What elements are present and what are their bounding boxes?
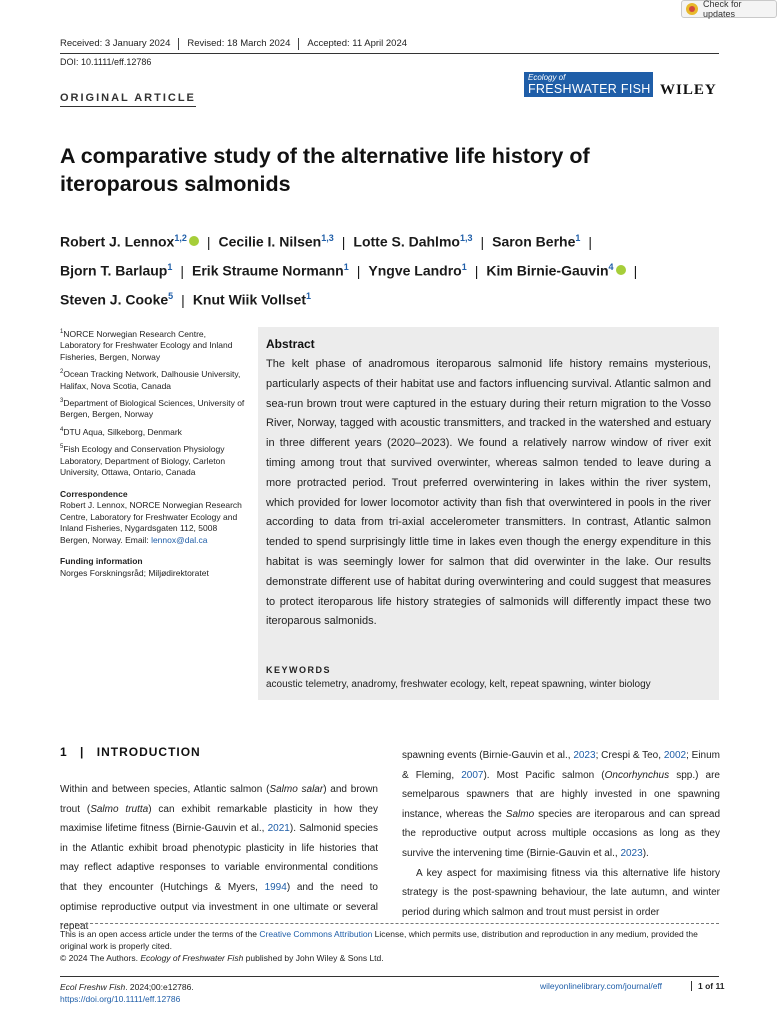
text-run: ) can exhibit remarkable plasticity in how they maximise lifetime fitness (Birnie-Gauvin et al.,	[60, 803, 378, 835]
affiliation-number: 1	[60, 329, 64, 335]
affiliation-text: Ocean Tracking Network, Dalhousie University, Halifax, Nova Scotia, Canada	[60, 369, 241, 391]
author-separator: |	[180, 262, 185, 279]
check-for-updates-button[interactable]	[681, 0, 777, 18]
affiliation-number: 3	[60, 398, 64, 405]
citation-link[interactable]: 2023	[620, 847, 643, 859]
author-separator: |	[356, 262, 361, 279]
copyright-journal: Ecology of Freshwater Fish	[140, 953, 244, 963]
affiliation-number: 2	[60, 369, 64, 376]
received-date: Received: 3 January 2024	[60, 38, 179, 50]
journal-logo-big: FRESHWATER FISH	[528, 82, 651, 96]
author-affiliation-number: 1	[575, 233, 581, 243]
section-label: ORIGINAL ARTICLE	[60, 92, 196, 107]
author-affiliation-number: 4	[608, 262, 614, 273]
intro-right-column	[402, 746, 720, 922]
keywords-text: acoustic telemetry, anadromy, freshwater ecology, kelt, repeat spawning, winter biology	[266, 679, 651, 690]
author-name: Cecilie I. Nilsen	[218, 233, 322, 250]
email-link[interactable]: lennox@dal.ca	[151, 534, 208, 545]
text-run: A key aspect for maximising fitness via this alternative life history strategy is the post-spawning behaviour, the late autumn, and winter period during which salmon and trout must persist in order	[402, 867, 720, 918]
intro-paragraph-2	[402, 864, 720, 923]
affiliation	[60, 367, 245, 392]
affiliation	[60, 396, 245, 421]
author-name: Kim Birnie-Gauvin	[486, 262, 609, 279]
article-dates	[60, 38, 415, 50]
cite-journal: Ecol Freshw Fish	[60, 982, 126, 992]
affiliation	[60, 442, 245, 478]
footnote-rule	[60, 923, 719, 924]
text-run: species are iteroparous and can spread the reproductive output across multiple occasions as long as they survive the intervening time (Birnie-Gauvin et al.,	[402, 808, 720, 859]
abstract-heading: Abstract	[266, 337, 315, 351]
author-affiliation-number: 1,3	[321, 233, 334, 243]
funding-text: Norges Forskningsråd; Miljødirektoratet	[60, 567, 209, 578]
citation-link[interactable]: 2021	[267, 823, 290, 835]
affiliation-text: NORCE Norwegian Research Centre, Laboratory for Freshwater Ecology and Inland Fisheries, Bergen, Norway	[60, 328, 233, 362]
check-for-updates-label: Check for updates	[703, 0, 742, 19]
email-label: Email:	[125, 534, 149, 545]
publisher-logo: WILEY	[660, 82, 717, 98]
citation	[60, 981, 194, 1005]
author-list	[60, 226, 730, 313]
affiliation	[60, 327, 245, 363]
affiliation-number: 5	[60, 444, 64, 451]
orcid-icon[interactable]	[616, 265, 626, 275]
italic-term: Salmo salar	[269, 784, 324, 795]
license-text-pre: This is an open access article under the terms of the	[60, 929, 260, 939]
text-run: ; Crespi & Teo,	[595, 750, 664, 761]
author-name: Bjorn T. Barlaup	[60, 262, 168, 279]
author-separator: |	[206, 233, 211, 250]
author-name: Erik Straume Normann	[192, 262, 344, 279]
section-title: INTRODUCTION	[96, 745, 201, 759]
page-number: 1 of 11	[691, 981, 724, 991]
text-run: ). Most Pacific salmon (	[483, 769, 605, 781]
author-affiliation-number: 5	[168, 291, 174, 302]
author-separator: |	[633, 262, 638, 279]
author-name: Lotte S. Dahlmo	[353, 233, 460, 250]
introduction-heading: 1 | INTRODUCTION	[60, 745, 201, 759]
italic-term: Salmo	[505, 808, 535, 820]
journal-logo-small: Ecology of	[528, 73, 566, 82]
article-title: A comparative study of the alternative life history of iteroparous salmonids	[60, 144, 590, 196]
citation-link[interactable]: 1994	[264, 881, 287, 893]
text-run: ) and the need to optimise reproductive output via investment in one ultimate or several repeat	[60, 881, 378, 933]
text-run: Within and between species, Atlantic salmon (	[60, 784, 270, 795]
cite-doi-link[interactable]: https://doi.org/10.1111/eff.12786	[60, 994, 181, 1004]
text-run: ; Einum & Fleming,	[402, 750, 720, 781]
intro-paragraph-1	[60, 780, 378, 937]
correspondence-heading: Correspondence	[60, 488, 128, 499]
italic-term: Oncorhynchus	[604, 769, 670, 781]
author-name: Knut Wiik Vollset	[192, 291, 306, 308]
author-separator: |	[480, 233, 485, 250]
cc-license-link[interactable]: Creative Commons Attribution	[259, 929, 373, 939]
citation-link[interactable]: 2007	[461, 769, 484, 781]
affiliation-text: Fish Ecology and Conservation Physiology Laboratory, Department of Biology, Carleton University, Ottawa, Ontario, Canada	[60, 444, 226, 478]
section-number: 1	[60, 745, 68, 759]
revised-date: Revised: 18 March 2024	[179, 38, 299, 50]
journal-site-link[interactable]: wileyonlinelibrary.com/journal/eff	[540, 981, 663, 991]
text-run: ) and brown trout (	[60, 784, 378, 815]
accepted-date: Accepted: 11 April 2024	[307, 38, 408, 49]
author-name: Yngve Landro	[368, 262, 462, 279]
correspondence-address: Robert J. Lennox, NORCE Norwegian Research Centre, Laboratory for Freshwater Ecology and Inland Fisheries, Nygardsgaten 112, 5008 Bergen, Norway.	[60, 500, 242, 545]
author-affiliation-number: 1	[461, 262, 467, 273]
author-name: Steven J. Cooke	[60, 291, 169, 308]
funding-heading: Funding information	[60, 556, 143, 567]
crossmark-icon	[686, 3, 698, 15]
cite-details: . 2024;00:e12786.	[125, 982, 194, 992]
affiliation	[60, 425, 245, 438]
abstract-text: The kelt phase of anadromous iteroparous salmonid life history remains mysterious, particularly aspects of their habitat use and factors influencing survival. Atlantic salmon and sea-run brown trout were captured in the estuary during their return migration to the Vosso River, Norway, tagged with acoustic transmitters, and tracked in the watershed and estuary in three different years (2020–2023). We found a relatively narrow window of river exit timing among trout that survived overwinter, whereas salmon tended to leave during a more protracted period. Trout preferred overwintering in lakes within the river system, which provided for lower locomotor activity than fish that overwintered in pools in the river according to data from tri-axial accelerometer transmitters. In contrast, Atlantic salmon tended to spend surprisingly little time in lakes even though the energy expenditure in this habitat is was seemingly lower for salmon that did overwinter in the lake. Our results demonstrate different use of habitat during overwintering and could suggest that measures to protect iteroparous life history strategies of salmonids will differently impact these two iteroparous salmonids.	[266, 358, 711, 628]
copyright-pre: © 2024 The Authors.	[60, 953, 141, 963]
affiliation-text: Department of Biological Sciences, University of Bergen, Bergen, Norway	[60, 397, 245, 420]
citation-link[interactable]: 2023	[573, 750, 596, 761]
author-affiliation-number: 1	[343, 262, 349, 273]
author-separator: |	[474, 262, 479, 279]
header-rule	[60, 53, 719, 54]
correspondence-text	[60, 500, 245, 546]
affiliation-text: DTU Aqua, Silkeborg, Denmark	[63, 426, 182, 437]
license-text-post: License, which permits use, distribution and reproduction in any medium, provided the original work is properly cited.	[60, 929, 698, 951]
author-separator: |	[341, 233, 346, 250]
author-affiliation-number: 1,3	[459, 233, 473, 243]
doi-text: DOI: 10.1111/eff.12786	[60, 57, 152, 67]
footer-rule	[60, 976, 719, 977]
citation-link[interactable]: 2002	[663, 750, 687, 761]
intro-paragraph-1-cont	[402, 746, 720, 864]
affiliation-list	[60, 327, 245, 479]
affiliation-number: 4	[60, 426, 64, 433]
license-footnote	[60, 928, 720, 964]
orcid-icon[interactable]	[189, 236, 199, 246]
text-run: ). Salmonid species in the Atlantic exhibit broad phenotypic plasticity in life histories that may reflect adaptive responses to variable environmental conditions that they encounter (Hutchings & Myers,	[60, 823, 378, 893]
author-name: Saron Berhe	[492, 233, 576, 250]
text-run: ).	[642, 847, 649, 859]
keywords-heading: KEYWORDS	[266, 665, 332, 675]
author-affiliation-number: 1	[167, 262, 173, 273]
affiliations-column	[60, 327, 245, 579]
author-affiliation-number: 1,2	[174, 233, 187, 243]
author-separator: |	[181, 291, 185, 308]
text-run: spp.) are semelparous spawners that are highly invested in one spawning instance, whereas the	[402, 769, 720, 820]
author-separator: |	[588, 233, 593, 250]
author-affiliation-number: 1	[306, 291, 312, 302]
intro-left-column	[60, 780, 378, 937]
italic-term: Salmo trutta	[90, 803, 149, 815]
journal-logo	[524, 72, 653, 97]
author-name: Robert J. Lennox	[60, 233, 175, 250]
text-run: spawning events (Birnie-Gauvin et al.,	[402, 750, 574, 761]
copyright-post: published by John Wiley & Sons Ltd.	[243, 953, 384, 963]
